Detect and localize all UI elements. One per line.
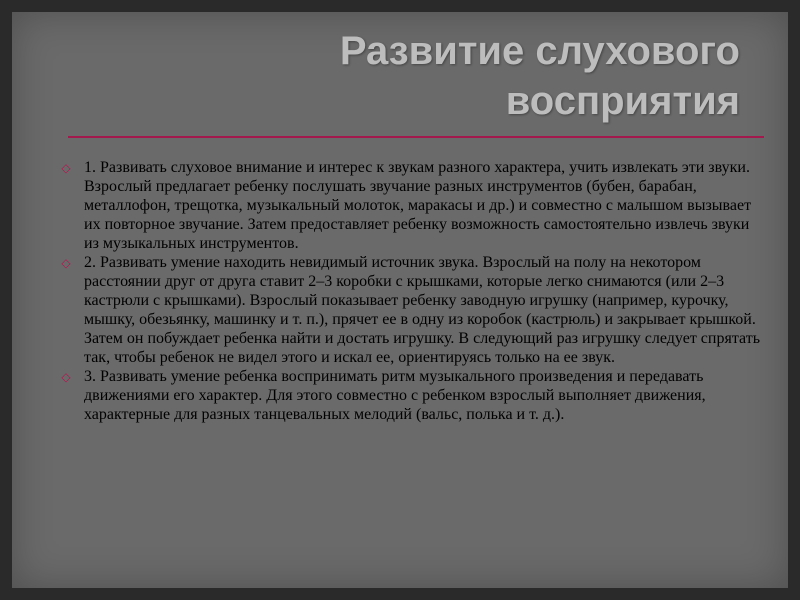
list-item <box>58 158 766 253</box>
slide-body <box>12 12 788 588</box>
list-item <box>58 253 766 367</box>
title-divider <box>68 136 764 138</box>
diamond-outline-icon: ◇ <box>61 370 71 384</box>
slide-title <box>40 26 740 126</box>
title-line-1: Развитие слухового <box>339 29 740 73</box>
bullet-list <box>58 158 766 424</box>
list-item-text: 2. Развивать умение находить невидимый источник звука. Взрослый на полу на некотором расстоянии друг от друга ставит 2–3 коробки с крышками, которые легко снимаются (или 2–3 кастрюли с крышками). Взрослый показывает ребенку заводную игрушку (например, курочку, мышку, обезьянку, машинку и т. п.), прячет ее в одну из коробок (кастрюль) и закрывает крышкой. Затем он побуждает ребенка найти и достать игрушку. В следующий раз игрушку следует спрятать так, чтобы ребенок не видел этого и искал ее, ориентируясь только на ее звук. <box>84 254 760 366</box>
title-line-2: восприятия <box>505 79 740 123</box>
diamond-outline-icon: ◇ <box>61 161 71 175</box>
list-item-text: 3. Развивать умение ребенка воспринимать ритм музыкального произведения и передавать движениями его характер. Для этого совместно с ребенком взрослый выполняет движения, характерные для разных танцевальных мелодий (вальс, полька и т. д.). <box>84 368 706 423</box>
diamond-outline-icon: ◇ <box>61 256 71 270</box>
list-item-text: 1. Развивать слуховое внимание и интерес к звукам разного характера, учить извлекать эти звуки. Взрослый предлагает ребенку послушать звучание разных инструментов (бубен, барабан, металлофон, трещотка, музыкальный молоток, маракасы и др.) и совместно с малышом вызывает их повторное звучание. Затем предоставляет ребенку возможность самостоятельно извлечь звуки из музыкальных инструментов. <box>84 159 752 252</box>
list-item <box>58 367 766 424</box>
